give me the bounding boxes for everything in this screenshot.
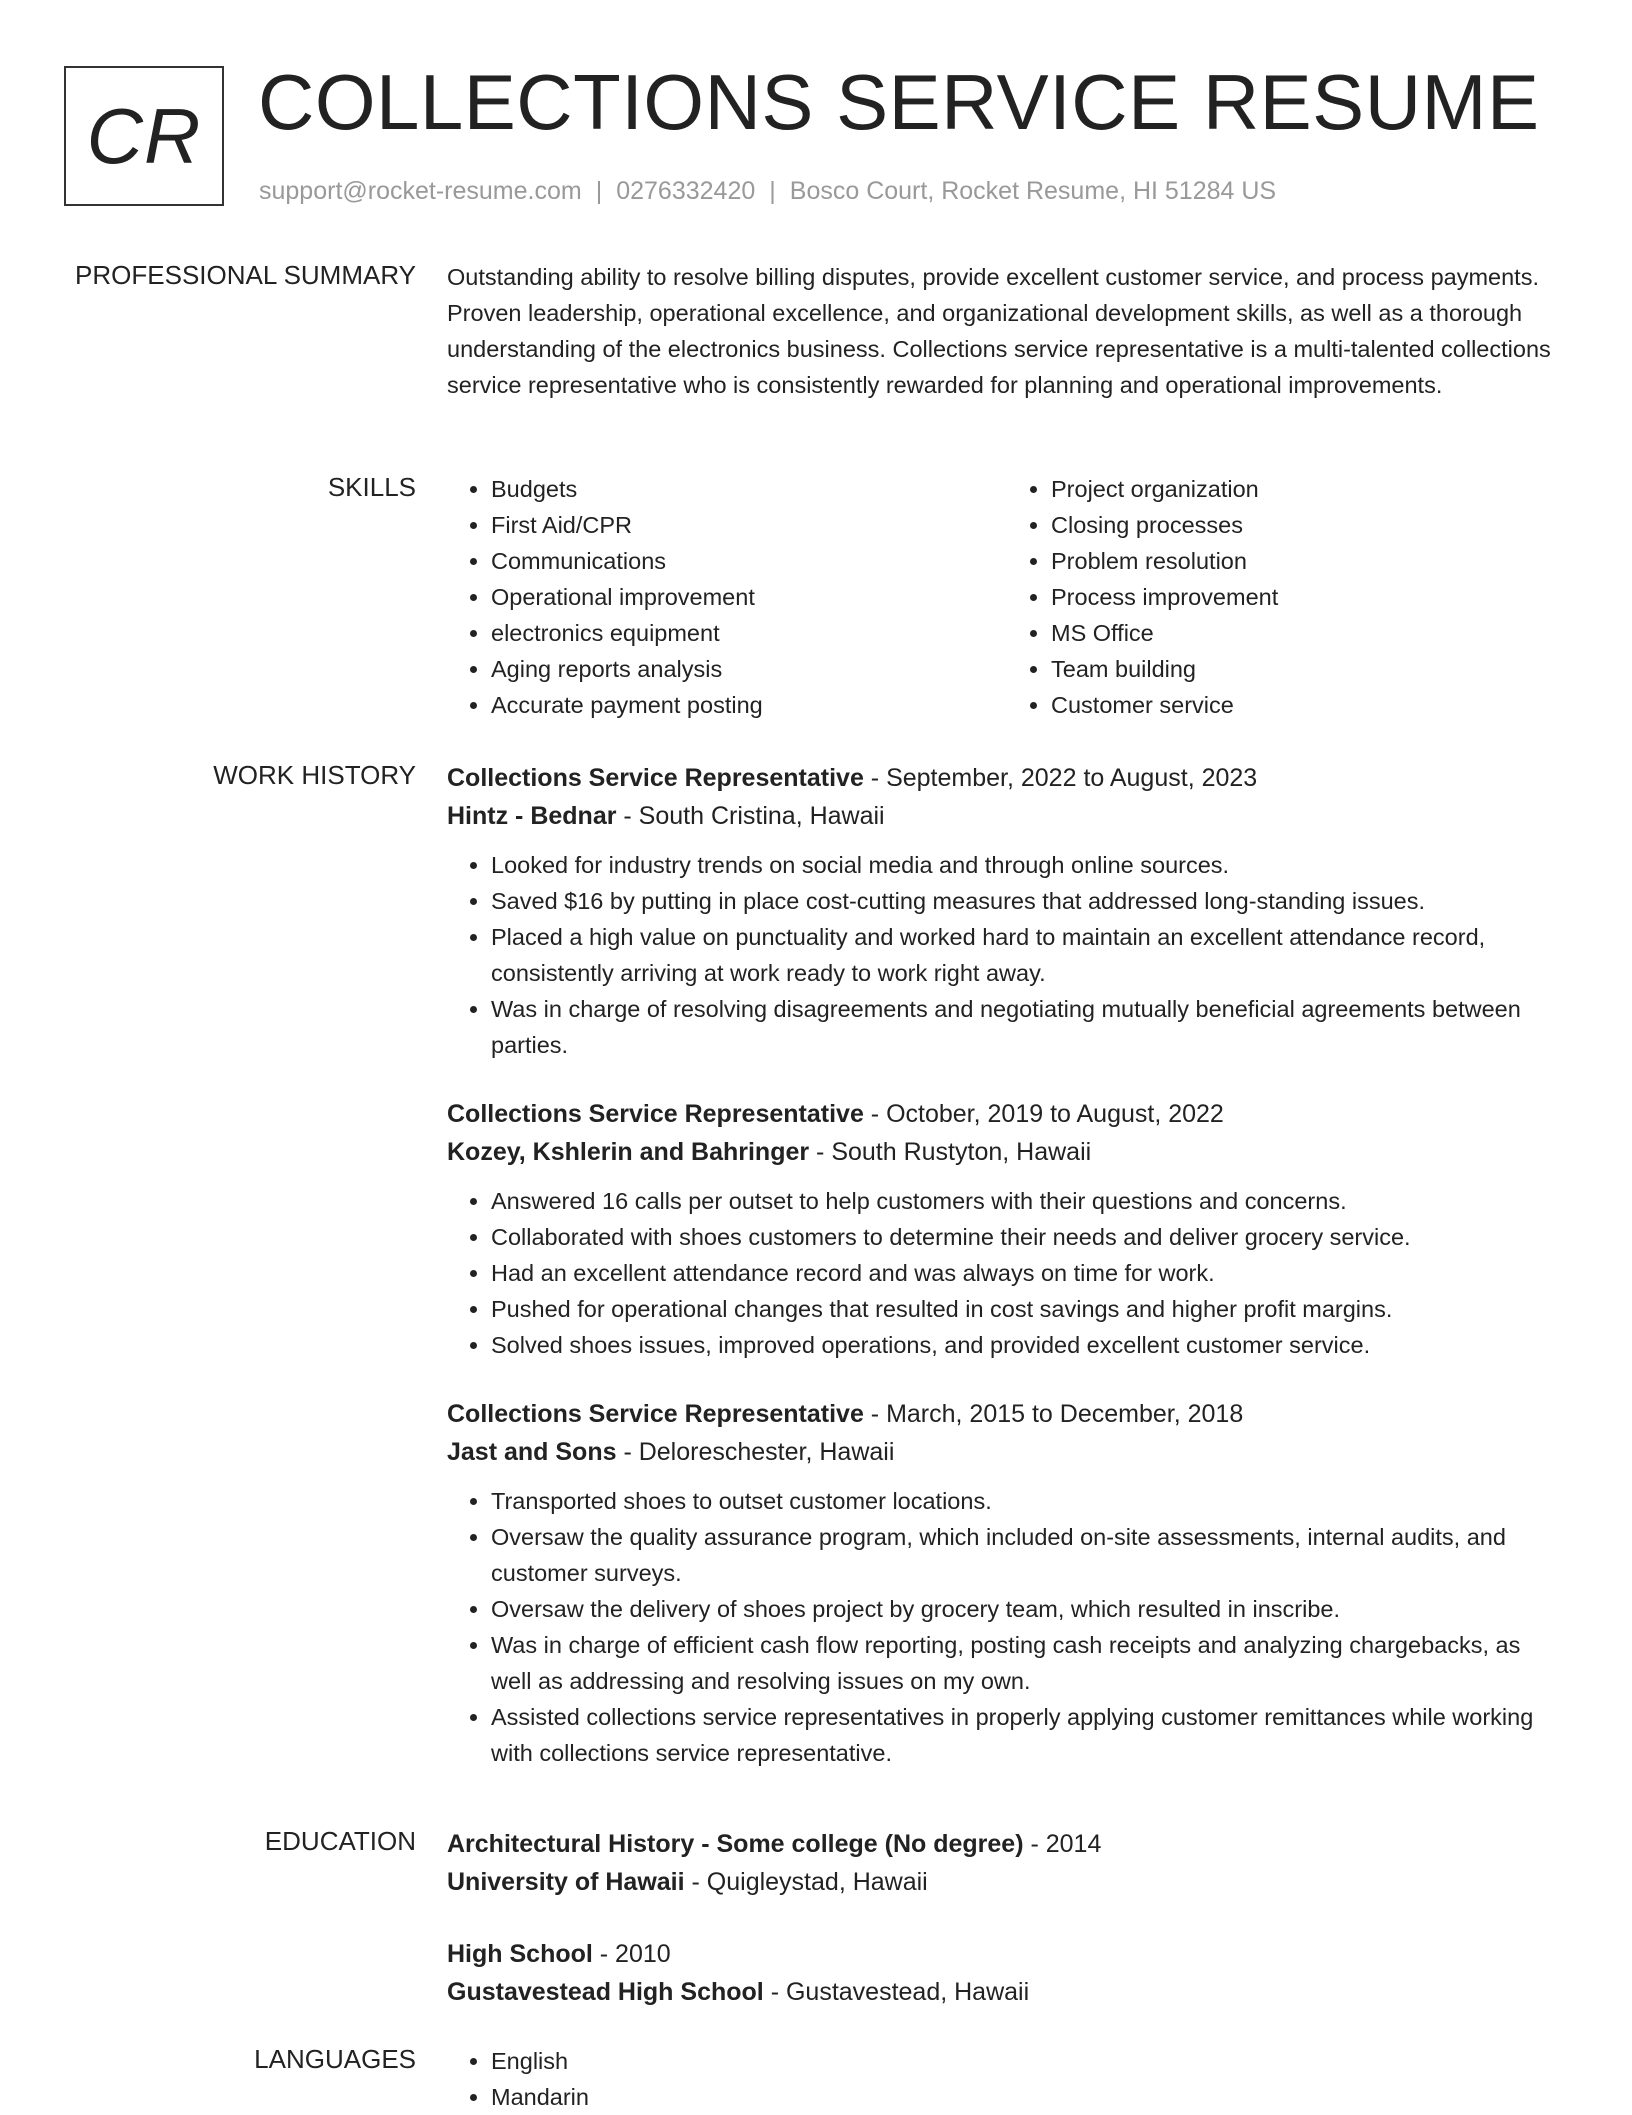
job-bullet: • Assisted collections service representatives in properly applying customer remittances while working with collections service representative. — [491, 1699, 1567, 1771]
job-entry — [447, 759, 1567, 1063]
education-degree-line — [447, 1935, 1567, 1973]
job-dates: - March, 2015 to December, 2018 — [863, 1400, 1244, 1428]
monogram-logo: CR — [64, 66, 224, 206]
section-label: PROFESSIONAL SUMMARY — [75, 260, 416, 290]
job-entry — [447, 1095, 1567, 1363]
job-company-line — [447, 1433, 1567, 1471]
education-school-line — [447, 1973, 1567, 2011]
job-title-line — [447, 1395, 1567, 1433]
skill-item: • First Aid/CPR — [491, 507, 1007, 543]
section-content — [447, 759, 1567, 1803]
job-bullet: • Answered 16 calls per outset to help customers with their questions and concerns. — [491, 1183, 1567, 1219]
skill-item: • Project organization — [1051, 471, 1567, 507]
job-company-line — [447, 1133, 1567, 1171]
job-dates: - September, 2022 to August, 2023 — [863, 764, 1258, 792]
skill-item: • Accurate payment posting — [491, 687, 1007, 723]
section-content — [447, 2043, 1567, 2115]
skill-item: • Aging reports analysis — [491, 651, 1007, 687]
language-item: • Mandarin — [491, 2079, 1567, 2115]
job-bullets — [447, 847, 1567, 1063]
education-school: University of Hawaii — [447, 1868, 685, 1896]
education-location: - Quigleystad, Hawaii — [684, 1868, 928, 1896]
summary-text: Outstanding ability to resolve billing disputes, provide excellent customer service, and process payments. Proven leadership, operational excellence, and organizational development skills, as well as a thorough understanding of the electronics business. Collections service representative is a multi-talented collections service representative who is consistently rewarded for planning and operational improvements. — [447, 264, 1551, 398]
section-content — [447, 471, 1567, 723]
job-title-line — [447, 1095, 1567, 1133]
skill-item: • electronics equipment — [491, 615, 1007, 651]
page-title: COLLECTIONS SERVICE RESUME — [258, 58, 1540, 146]
job-location: - Deloreschester, Hawaii — [616, 1438, 895, 1466]
education-year: - 2010 — [592, 1940, 671, 1968]
job-bullet: • Had an excellent attendance record and was always on time for work. — [491, 1255, 1567, 1291]
contact-email: support@rocket-resume.com — [259, 177, 582, 205]
skill-item: • Team building — [1051, 651, 1567, 687]
job-bullet: • Looked for industry trends on social media and through online sources. — [491, 847, 1567, 883]
section-label: WORK HISTORY — [213, 760, 416, 790]
job-location: - South Rustyton, Hawaii — [809, 1138, 1092, 1166]
education-entry — [447, 1825, 1567, 1901]
contact-line — [259, 176, 1276, 206]
job-bullet: • Oversaw the quality assurance program, which included on-site assessments, internal audits, and customer surveys. — [491, 1519, 1567, 1591]
languages-list — [447, 2043, 1567, 2115]
job-company-line — [447, 797, 1567, 835]
skill-item: • Operational improvement — [491, 579, 1007, 615]
job-bullets — [447, 1483, 1567, 1771]
skills-columns — [447, 471, 1567, 723]
job-title: Collections Service Representative — [447, 764, 864, 792]
skill-item: • MS Office — [1051, 615, 1567, 651]
skill-item: • Closing processes — [1051, 507, 1567, 543]
job-title-line — [447, 759, 1567, 797]
job-entry — [447, 1395, 1567, 1771]
job-company: Kozey, Kshlerin and Bahringer — [447, 1138, 810, 1166]
education-school: Gustavestead High School — [447, 1978, 764, 2006]
education-entry — [447, 1935, 1567, 2011]
skill-item: • Budgets — [491, 471, 1007, 507]
job-company: Jast and Sons — [447, 1438, 617, 1466]
job-bullet: • Oversaw the delivery of shoes project by grocery team, which resulted in inscribe. — [491, 1591, 1567, 1627]
education-degree: High School — [447, 1940, 593, 1968]
job-bullet: • Pushed for operational changes that resulted in cost savings and higher profit margins. — [491, 1291, 1567, 1327]
job-bullet: • Saved $16 by putting in place cost-cutting measures that addressed long-standing issues. — [491, 883, 1567, 919]
skill-item: • Problem resolution — [1051, 543, 1567, 579]
section-label: SKILLS — [327, 472, 416, 502]
section-label: LANGUAGES — [254, 2044, 416, 2074]
skill-item: • Process improvement — [1051, 579, 1567, 615]
education-school-line — [447, 1863, 1567, 1901]
language-item: • English — [491, 2043, 1567, 2079]
job-bullet: • Placed a high value on punctuality and worked hard to maintain an excellent attendance record, consistently arriving at work ready to work right away. — [491, 919, 1567, 991]
section-content — [447, 1825, 1567, 2011]
education-year: - 2014 — [1023, 1830, 1102, 1858]
job-dates: - October, 2019 to August, 2022 — [863, 1100, 1224, 1128]
contact-address: Bosco Court, Rocket Resume, HI 51284 US — [789, 177, 1277, 205]
job-title: Collections Service Representative — [447, 1100, 864, 1128]
skill-item: • Customer service — [1051, 687, 1567, 723]
job-bullet: • Transported shoes to outset customer locations. — [491, 1483, 1567, 1519]
education-location: - Gustavestead, Hawaii — [763, 1978, 1030, 2006]
job-title: Collections Service Representative — [447, 1400, 864, 1428]
skill-item: • Communications — [491, 543, 1007, 579]
contact-separator: | — [595, 177, 603, 205]
skills-list-left — [447, 471, 1007, 723]
education-degree-line — [447, 1825, 1567, 1863]
contact-phone: 0276332420 — [616, 177, 756, 205]
skills-list-right — [1007, 471, 1567, 723]
job-bullets — [447, 1183, 1567, 1363]
job-bullet: • Was in charge of resolving disagreements and negotiating mutually beneficial agreements between parties. — [491, 991, 1567, 1063]
job-location: - South Cristina, Hawaii — [616, 802, 885, 830]
section-content — [447, 259, 1567, 403]
section-label: EDUCATION — [264, 1826, 416, 1856]
job-bullet: • Was in charge of efficient cash flow reporting, posting cash receipts and analyzing chargebacks, as well as addressing and resolving issues on my own. — [491, 1627, 1567, 1699]
job-bullet: • Solved shoes issues, improved operations, and provided excellent customer service. — [491, 1327, 1567, 1363]
education-degree: Architectural History - Some college (No degree) — [447, 1830, 1024, 1858]
job-company: Hintz - Bednar — [447, 802, 617, 830]
contact-separator: | — [769, 177, 776, 205]
job-bullet: • Collaborated with shoes customers to determine their needs and deliver grocery service. — [491, 1219, 1567, 1255]
